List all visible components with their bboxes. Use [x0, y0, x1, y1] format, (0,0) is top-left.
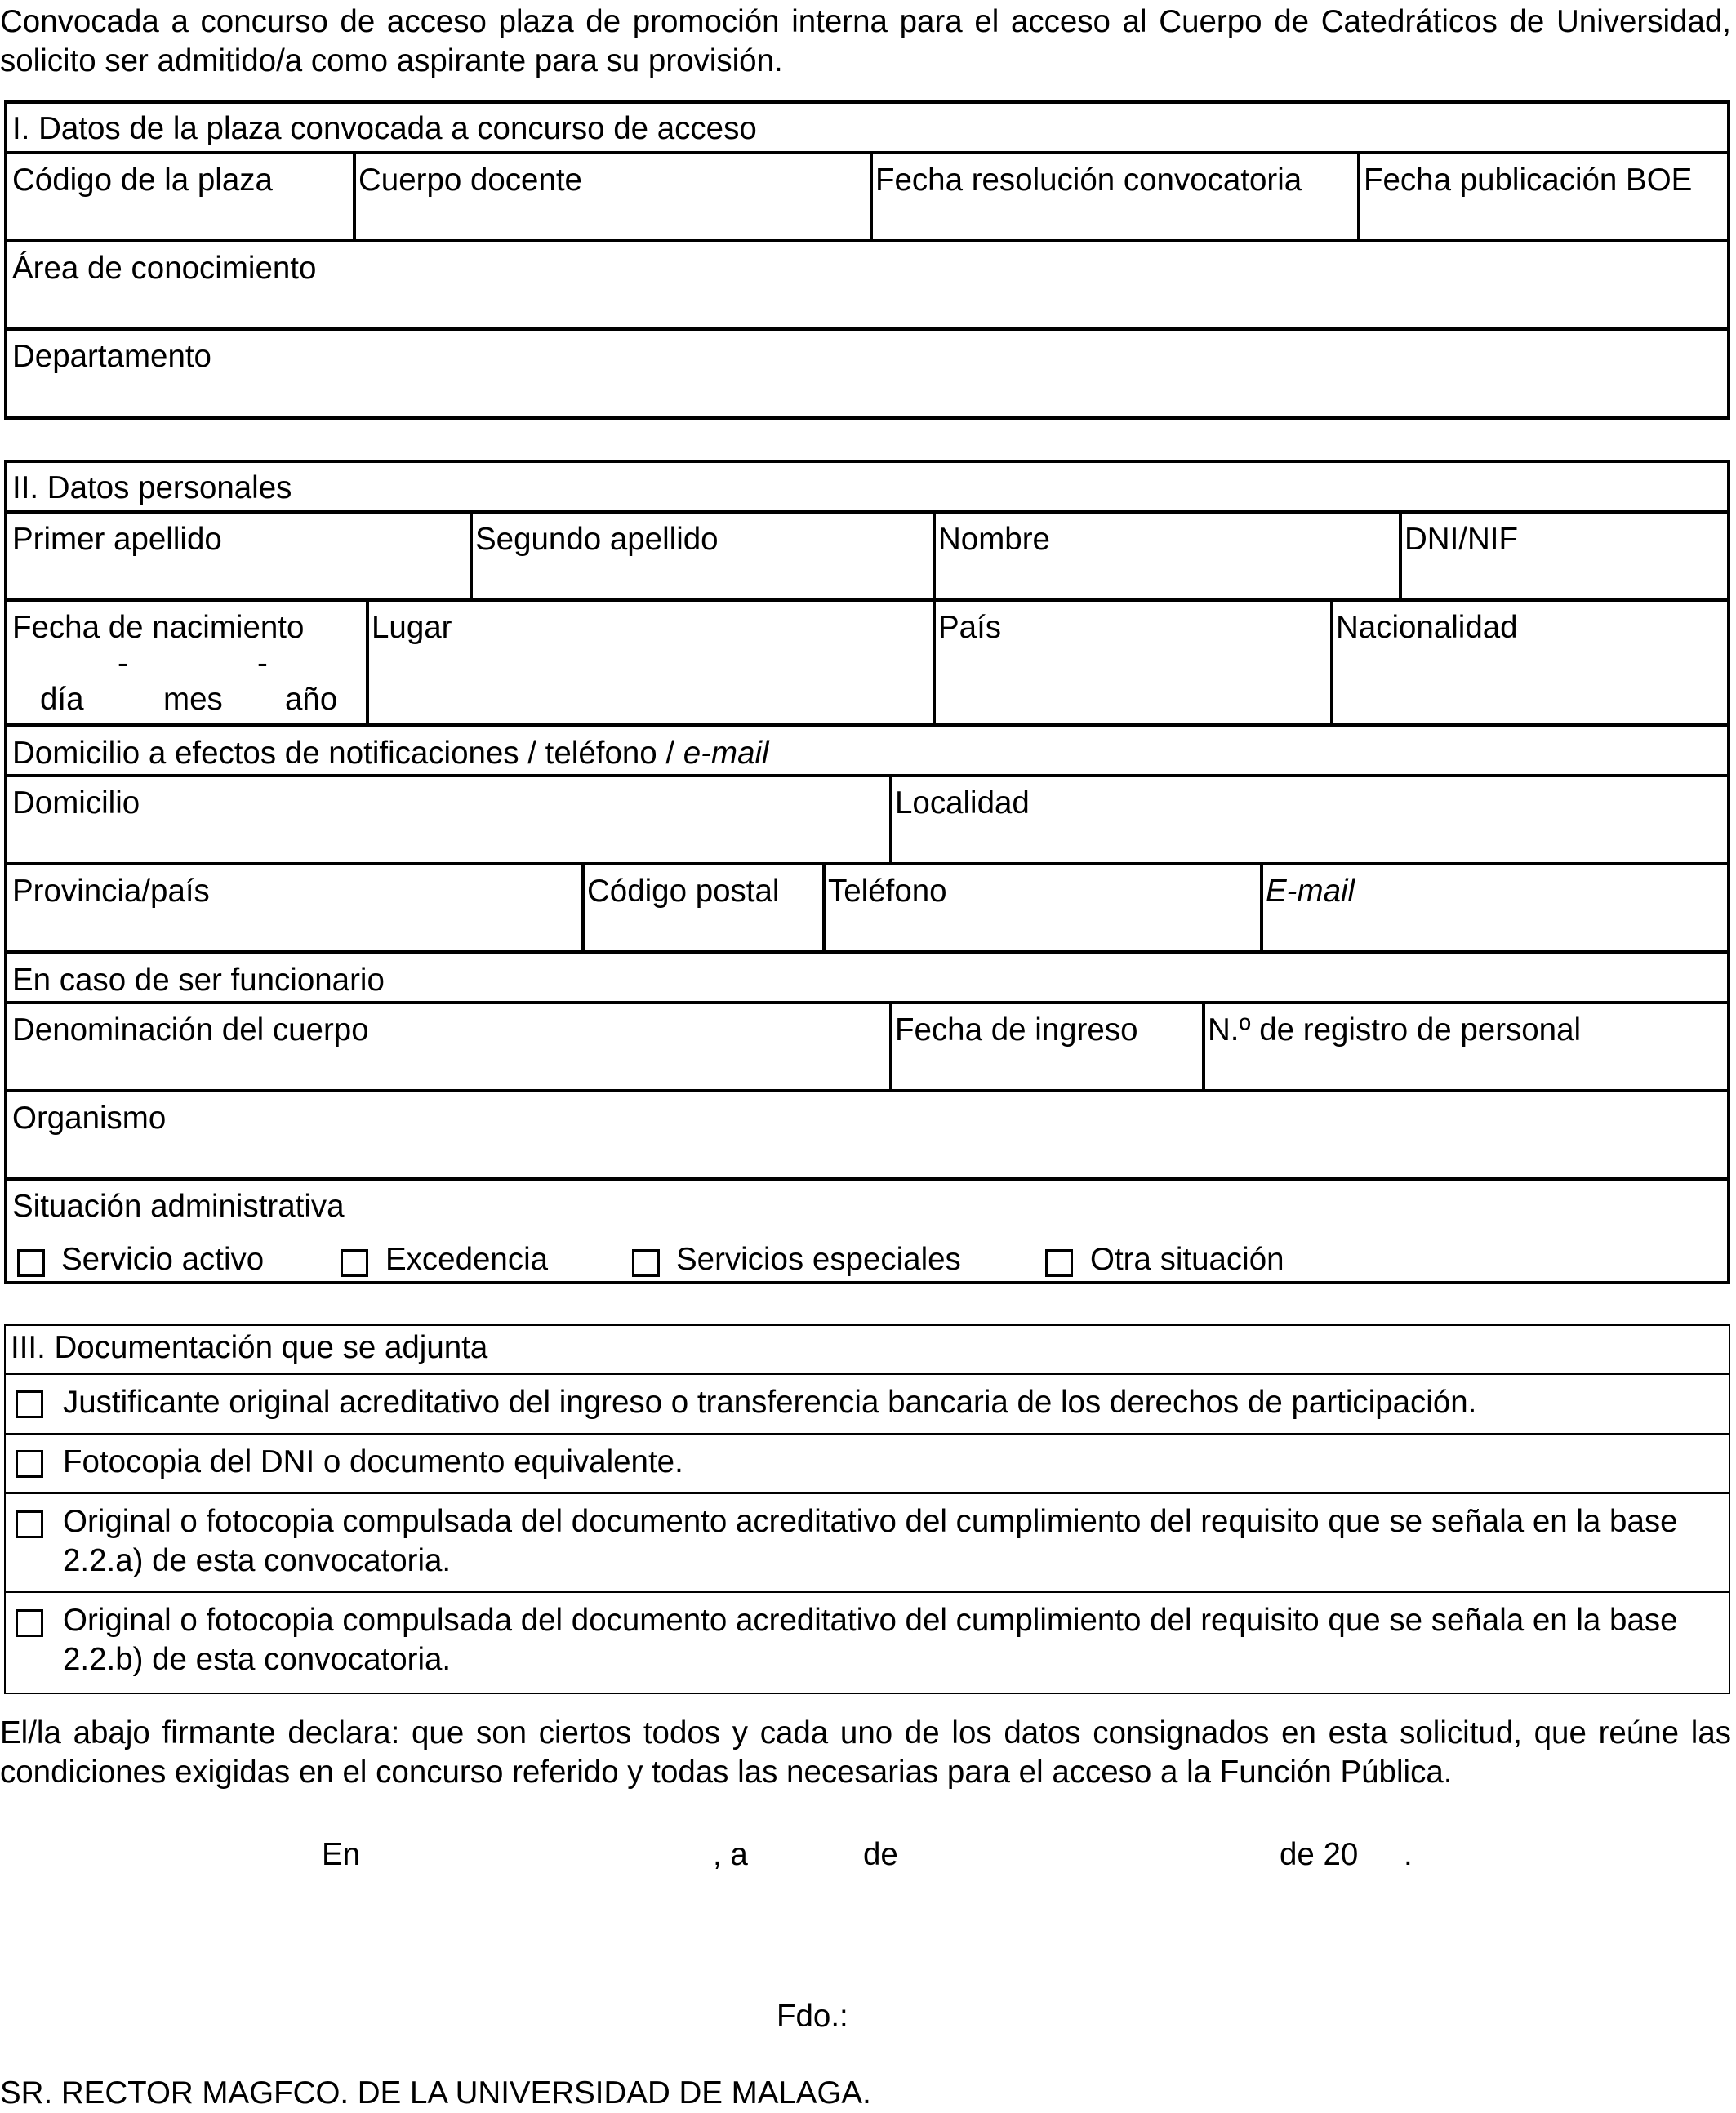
anio-label: año [285, 682, 338, 717]
otra-situacion-checkbox[interactable] [1045, 1249, 1073, 1277]
mes-label: mes [163, 682, 223, 717]
excedencia-label: Excedencia [385, 1242, 549, 1277]
domicilio-field[interactable]: Domicilio [12, 785, 140, 821]
lugar-field[interactable]: Lugar [372, 610, 452, 645]
localidad-field[interactable]: Localidad [895, 785, 1030, 821]
fecha-resolucion-field[interactable]: Fecha resolución convocatoria [875, 162, 1302, 198]
section-datos-personales [4, 460, 1730, 1284]
dni-field[interactable]: DNI/NIF [1404, 522, 1519, 557]
fecha-ingreso-field[interactable]: Fecha de ingreso [895, 1012, 1138, 1048]
intro-paragraph: Convocada a concurso de acceso plaza de promoción interna para el acceso al Cuerpo de Catedráticos de Universidad, solicito ser admitido/a como aspirante para su provisión. [0, 4, 1731, 78]
declaration-paragraph: El/la abajo firmante declara: que son ciertos todos y cada uno de los datos consignados en esta solicitud, que reúne las condiciones exigidas en el concurso referido y todas las necesarias para el acceso a la Función Pública. [0, 1715, 1731, 1790]
situacion-label: Situación administrativa [12, 1189, 345, 1224]
segundo-apellido-field[interactable]: Segundo apellido [475, 522, 719, 557]
pais-field[interactable]: País [938, 610, 1002, 645]
section-plaza [4, 100, 1730, 420]
registro-personal-field[interactable]: N.º de registro de personal [1208, 1012, 1582, 1048]
date-a-label: , a [713, 1837, 748, 1872]
primer-apellido-field[interactable]: Primer apellido [12, 522, 222, 557]
fecha-nacimiento-field[interactable]: Fecha de nacimiento [12, 610, 305, 645]
email-field[interactable]: E-mail [1266, 874, 1355, 909]
doc-requisito-a-checkbox[interactable] [16, 1510, 43, 1538]
signature-label: Fdo.: [777, 1999, 848, 2034]
date-period: . [1404, 1837, 1413, 1872]
section-documentacion [4, 1324, 1730, 1694]
servicio-activo-label: Servicio activo [61, 1242, 265, 1277]
date-separator: - [118, 646, 128, 681]
cuerpo-docente-field[interactable]: Cuerpo docente [358, 162, 582, 198]
domicilio-header: Domicilio a efectos de notificaciones / teléfono / e-mail [12, 736, 769, 771]
dia-label: día [40, 682, 84, 717]
servicios-especiales-label: Servicios especiales [676, 1242, 961, 1277]
denominacion-cuerpo-field[interactable]: Denominación del cuerpo [12, 1012, 369, 1048]
doc-justificante-checkbox[interactable] [16, 1390, 43, 1418]
section2-title: II. Datos personales [12, 470, 292, 505]
section1-title: I. Datos de la plaza convocada a concurso de acceso [12, 111, 757, 146]
place-en-label: En [322, 1837, 361, 1872]
doc-dni-checkbox[interactable] [16, 1450, 43, 1478]
doc-requisito-a-label: Original o fotocopia compulsada del documento acreditativo del cumplimiento del requisito que se señala en la base 2.2.a) de esta convocatoria. [63, 1504, 1678, 1578]
nombre-field[interactable]: Nombre [938, 522, 1050, 557]
organismo-field[interactable]: Organismo [12, 1101, 167, 1136]
fecha-boe-field[interactable]: Fecha publicación BOE [1364, 162, 1693, 198]
area-conocimiento-field[interactable]: Área de conocimiento [12, 251, 317, 286]
servicio-activo-checkbox[interactable] [17, 1249, 45, 1277]
nacionalidad-field[interactable]: Nacionalidad [1336, 610, 1518, 645]
addressee: SR. RECTOR MAGFCO. DE LA UNIVERSIDAD DE MALAGA. [0, 2075, 871, 2111]
codigo-postal-field[interactable]: Código postal [587, 874, 780, 909]
doc-dni-label: Fotocopia del DNI o documento equivalente. [63, 1444, 683, 1479]
date-year-label: de 20 [1280, 1837, 1359, 1872]
servicios-especiales-checkbox[interactable] [632, 1249, 660, 1277]
telefono-field[interactable]: Teléfono [828, 874, 947, 909]
departamento-field[interactable]: Departamento [12, 339, 211, 374]
otra-situacion-label: Otra situación [1090, 1242, 1284, 1277]
funcionario-header: En caso de ser funcionario [12, 963, 385, 998]
doc-requisito-b-checkbox[interactable] [16, 1609, 43, 1637]
date-separator: - [257, 646, 268, 681]
section3-title: III. Documentación que se adjunta [11, 1330, 488, 1365]
doc-justificante-label: Justificante original acreditativo del ingreso o transferencia bancaria de los derechos de participación. [63, 1385, 1477, 1420]
excedencia-checkbox[interactable] [341, 1249, 368, 1277]
doc-requisito-b-label: Original o fotocopia compulsada del documento acreditativo del cumplimiento del requisito que se señala en la base 2.2.b) de esta convocatoria. [63, 1603, 1678, 1677]
provincia-field[interactable]: Provincia/país [12, 874, 210, 909]
date-de-label: de [863, 1837, 898, 1872]
codigo-plaza-field[interactable]: Código de la plaza [12, 162, 273, 198]
